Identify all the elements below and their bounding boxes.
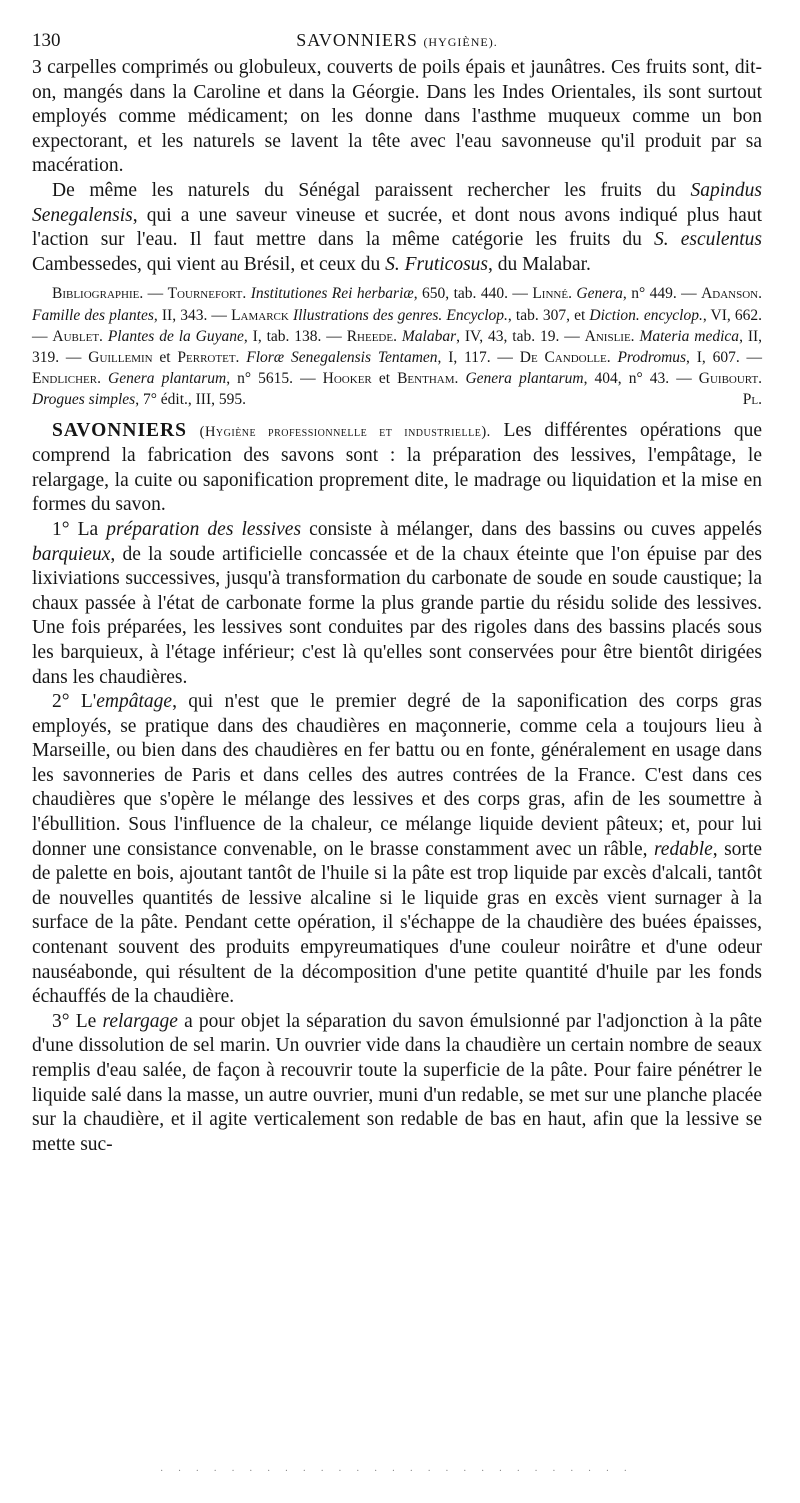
section-2-paragraph (32, 690, 762, 1010)
bibliography-work-title: Genera plantarum (465, 370, 584, 388)
section-term: préparation des lessives (106, 518, 302, 540)
section-term: redable (653, 838, 713, 860)
text-run: Le (69, 1010, 103, 1032)
bibliography-author: De Candolle. (519, 348, 611, 366)
bibliography-text: , 650, tab. 440. — (413, 285, 533, 303)
text-run: De même les naturels du Sénégal paraissent rechercher les fruits du (52, 179, 691, 201)
bibliography-text: , n° 449. — (622, 285, 702, 303)
species-name: S. esculentus (654, 229, 762, 251)
bibliography (32, 283, 762, 410)
bibliography-text: et (152, 348, 178, 366)
bibliography-text: , I, tab. 138. — (243, 327, 347, 345)
text-run: , de la soude artificielle concassée et de la chaux éteinte que l'on épuise par des lixiviations successives, jusqu'à transformation du carbonate de soude en soude caustique; la chaux passée à l'état de carbonate forme la plus grande partie du résidu solide des lessives. Une fois préparées, les lessives sont conduites par des rigoles dans des bassins placés sous les barquieux, à l'étage inférieur; c'est là qu'elles sont conservées pour être bientôt dirigées dans les chaudières. (32, 543, 762, 688)
bibliography-text: , 7° édit., III, 595. (135, 391, 246, 409)
text-run: La (69, 518, 107, 540)
bibliography-author: Rheede. (346, 327, 397, 345)
bibliography-author: Aublet. (52, 327, 103, 345)
section-number: 3° (52, 1010, 70, 1032)
entry-lead: Les différentes opérations que comprend la fabrication des savons sont : la préparation des lessives, l'empâtage, le relargage, la cuite ou saponification proprement dite, le madrage ou liquidation et la mise en formes du savon. (32, 419, 762, 516)
bibliography-text: et (371, 370, 398, 388)
page-number: 130 (32, 30, 61, 51)
section-3-paragraph (32, 1010, 762, 1158)
bibliography-text: , I, 607. — (686, 348, 763, 366)
text-run: Cambessedes, qui vient au Brésil, et ceux du (32, 253, 386, 275)
text-run: , du Malabar. (488, 253, 591, 275)
bibliography-text: , n° 5615. — (226, 370, 323, 388)
text-run: consiste à mélanger, dans des bassins ou cuves appelés (301, 518, 762, 540)
running-subtitle: (HYGIÈNE). (423, 35, 498, 49)
bibliography-text: , VI, 662. — (32, 306, 763, 345)
bibliography-work-title: Institutiones Rei herbariæ (250, 285, 414, 303)
bibliography-entries (32, 285, 762, 408)
author-signature: Pl. (742, 391, 762, 409)
bibliography-text: , I, 117. — (437, 348, 520, 366)
running-title-text: SAVONNIERS (296, 30, 418, 50)
species-name: S. Fruticosus (385, 253, 489, 275)
bibliography-work-title: Illustrations des genres. Encyclop. (292, 306, 508, 324)
bibliography-text: , tab. 307, et (507, 306, 590, 324)
text-run: , qui n'est que le premier degré de la saponification des corps gras employés, se pratique dans des chaudières en maçonnerie, comme cela a toujours lieu à Marseille, ou bien dans des chaudières en fer battu ou en fonte, généralement en usage dans les savonneries de Paris et dans celles des autres contrées de la France. C'est dans ces chaudières que s'opère le mélange des lessives et des corps gras, afin de les soumettre à l'ébullition. Sous l'influence de la chaleur, ce mélange liquide devient pâteux; et, pour lui donner une consistance convenable, on le brasse constamment avec un râble, (32, 691, 763, 860)
bibliography-author: Guillemin (88, 348, 153, 366)
bibliography-author: Endlicher. (32, 370, 101, 388)
bibliography-work-title: Plantes de la Guyane (107, 327, 244, 345)
text-run: L' (69, 691, 97, 713)
bibliography-work-title: Diction. encyclop. (589, 306, 703, 324)
bibliography-work-title: Drogues simples (32, 391, 136, 409)
bibliography-author: Hooker (322, 370, 372, 388)
bibliography-work-title: Malabar (401, 327, 457, 345)
section-term: relargage (102, 1010, 178, 1032)
bibliography-author: Perrotet. (177, 348, 240, 366)
bibliography-label: Bibliographie. (52, 285, 144, 303)
running-header (32, 28, 762, 54)
bibliography-author: Lamarck (231, 306, 289, 324)
bibliography-text: — (143, 285, 168, 303)
bibliography-work-title: Genera plantarum (108, 370, 227, 388)
text-run: , sorte de palette en bois, ajoutant tantôt de l'huile si la pâte est trop liquide par excès d'alcali, tantôt de nouvelles quantités de lessive alcaline si le liquide gras en excès vient surnager à la surface de la pâte. Pendant cette opération, il s'échappe de la chaudière des buées épaisses, contenant souvent des produits empyreumatiques d'une couleur noirâtre et d'une odeur nauséabonde, qui résultent de la décomposition d'une petite quantité d'huile par les fonds échauffés de la chaudière. (32, 838, 762, 1008)
bibliography-author: Linné. (532, 285, 572, 303)
text-run: a pour objet la séparation du savon émulsionné par l'adjonction à la pâte d'une dissolution de sel marin. Un ouvrier vide dans la chaudière un certain nombre de seaux remplis d'eau salée, de façon à recouvrir toute la superficie de la pâte. Pour faire pénétrer le liquide salé dans la masse, un autre ouvrier, muni d'un redable, se met sur une planche placée sur la chaudière, et il agite verticalement son redable de bas en haut, afin que la lessive se mette suc- (32, 1010, 762, 1155)
scan-noise-divider: · · · · · · · · · · · · · · · · · · · · · · · · · · · (160, 1466, 633, 1472)
entry-subhead: (Hygiène professionnelle et industrielle). (199, 423, 491, 440)
bibliography-text (101, 370, 108, 387)
bibliography-work-title: Materia medica (639, 327, 740, 345)
bibliography-author: Tournefort. (167, 285, 247, 303)
entry-headword: SAVONNIERS (52, 419, 187, 441)
document-page (32, 28, 762, 1157)
section-number: 1° (52, 518, 70, 540)
bibliography-author: Anislie. (584, 327, 635, 345)
text-run: , qui a une saveur vineuse et sucrée, et dont nous avons indiqué plus haut l'action sur l'eau. Il faut mettre dans la même catégorie les fruits du (32, 204, 762, 251)
section-term: empâtage (96, 691, 173, 713)
bibliography-work-title: Famille des plantes (32, 306, 154, 324)
bibliography-author: Guibourt. (698, 370, 763, 388)
bibliography-text: , 404, n° 43. — (583, 370, 699, 388)
species-name: Sapindus Senegalensis (32, 179, 762, 226)
bibliography-work-title: Genera (576, 285, 623, 303)
bibliography-author: Bentham. (397, 370, 459, 388)
intro-paragraph: 3 carpelles comprimés ou globuleux, couverts de poils épais et jaunâtres. Ces fruits sont, dit-on, mangés dans la Caroline et dans la Géorgie. Dans les Indes Orientales, ils sont surtout employés comme médicament; on les donne dans l'asthme muqueux comme un bon expectorant, et les naturels se lavent la tête avec l'eau savonneuse qu'il produit par sa macération. (32, 57, 762, 177)
section-term: barquieux (32, 543, 111, 565)
running-title (92, 28, 702, 55)
entry-paragraph (32, 419, 762, 518)
bibliography-text: , II, 343. — (153, 306, 232, 324)
bibliography-work-title: Floræ Senegalensis Tentamen (246, 348, 438, 366)
section-1-paragraph (32, 518, 762, 690)
bibliography-text: , II, 319. — (32, 327, 763, 366)
section-number: 2° (52, 691, 70, 713)
bibliography-text: , IV, 43, tab. 19. — (456, 327, 585, 345)
bibliography-work-title: Prodromus (617, 348, 687, 366)
senegal-paragraph (32, 179, 762, 277)
bibliography-author: Adanson. (701, 285, 762, 303)
